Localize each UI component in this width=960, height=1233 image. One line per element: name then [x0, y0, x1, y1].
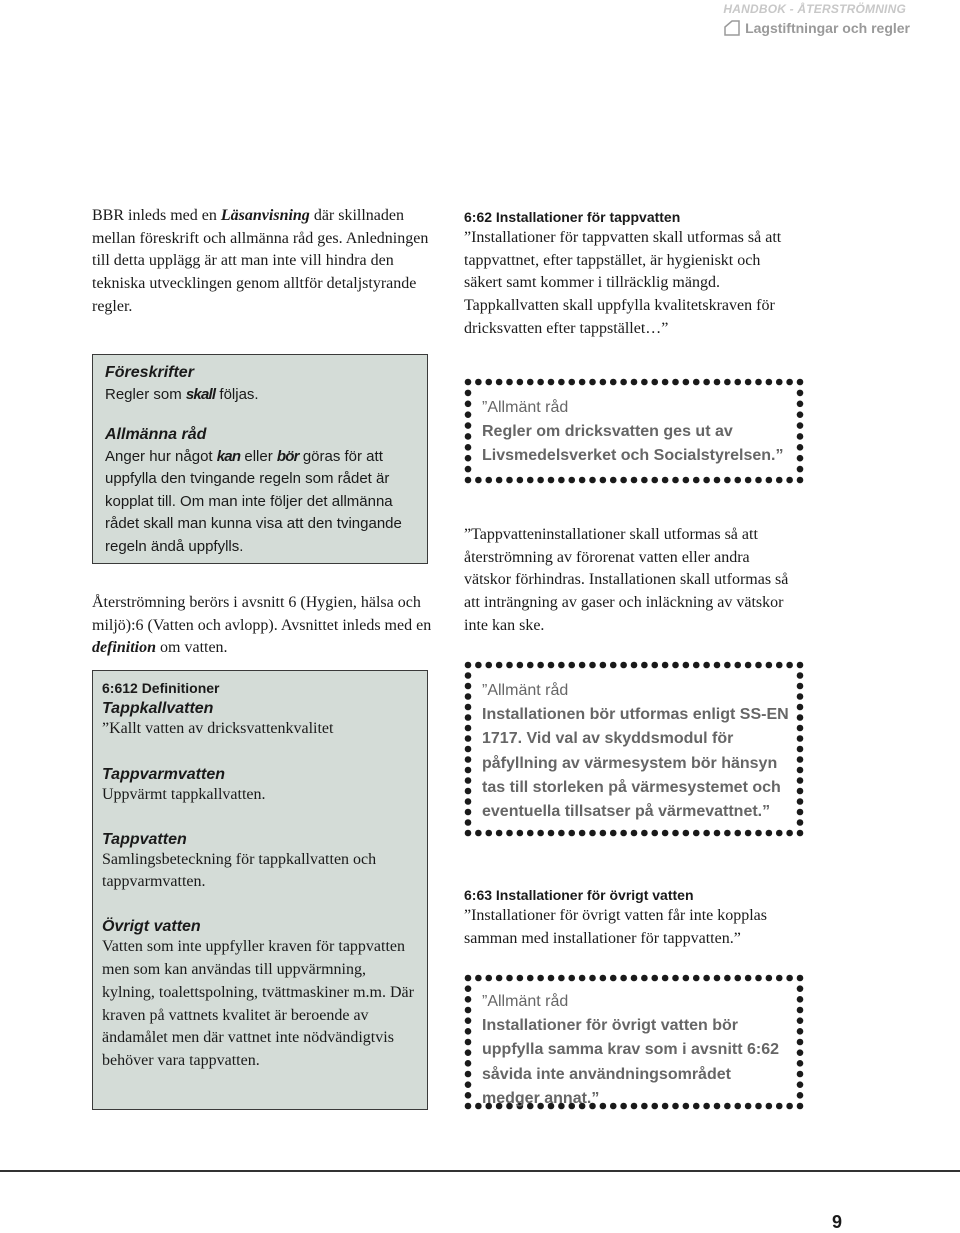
border-dot [662, 975, 669, 982]
footer-rule [0, 1170, 960, 1172]
border-dot [786, 662, 793, 669]
border-dot [724, 379, 731, 386]
border-dot [724, 477, 731, 484]
border-dot [465, 777, 472, 784]
border-dot [548, 379, 555, 386]
border-dot [589, 830, 596, 837]
allmanna-em-bor: bör [276, 447, 299, 465]
border-dot [517, 477, 524, 484]
border-dot [568, 379, 575, 386]
border-dot [517, 379, 524, 386]
advice-3-text: Installationer för övrigt vatten bör uppfylla samma krav som i avsnitt 6:62 såvida inte användningsområdet medger annat.” [482, 1017, 780, 1107]
border-dot [693, 379, 700, 386]
border-dot [797, 830, 804, 837]
border-dot [724, 830, 731, 837]
border-dot [465, 422, 472, 429]
allmanna-mid: eller [240, 447, 277, 465]
border-dot [465, 411, 472, 418]
border-dot [465, 975, 472, 982]
border-dot [766, 975, 773, 982]
border-dot [797, 1092, 804, 1099]
border-dot [527, 379, 534, 386]
border-dot [641, 830, 648, 837]
border-dot [579, 477, 586, 484]
border-dot [641, 477, 648, 484]
border-dot [755, 830, 762, 837]
border-dot [548, 975, 555, 982]
border-dot [786, 379, 793, 386]
border-dot [600, 830, 607, 837]
border-dot [714, 830, 721, 837]
border-dot [786, 975, 793, 982]
border-dot [579, 830, 586, 837]
border-dot [465, 400, 472, 407]
border-dot [589, 379, 596, 386]
border-dot [766, 379, 773, 386]
border-dot [589, 975, 596, 982]
border-dot [755, 662, 762, 669]
border-dot [797, 1071, 804, 1078]
border-dot [734, 379, 741, 386]
foreskrifter-post: följas. [215, 386, 259, 403]
border-dot [485, 662, 492, 669]
border-dot [797, 662, 804, 669]
border-dot [465, 819, 472, 826]
border-dot [465, 704, 472, 711]
intro-paragraph [92, 205, 432, 319]
border-dot [651, 477, 658, 484]
border-dot [797, 704, 804, 711]
border-dot [641, 975, 648, 982]
border-dot [797, 756, 804, 763]
border-dot [797, 767, 804, 774]
border-dot [797, 400, 804, 407]
section-663-text: ”Installationer för övrigt vatten får inte kopplas samman med installationer för tappvatten.” [464, 907, 768, 947]
border-dot [465, 444, 472, 451]
border-dot [797, 455, 804, 462]
border-dot [506, 975, 513, 982]
border-dot [797, 683, 804, 690]
border-dot [537, 477, 544, 484]
border-dot [610, 830, 617, 837]
border-dot [465, 1081, 472, 1088]
border-dot [465, 1028, 472, 1035]
border-dot [527, 830, 534, 837]
border-dot [465, 1060, 472, 1067]
border-dot [714, 477, 721, 484]
border-dot [776, 830, 783, 837]
border-dot [776, 662, 783, 669]
border-dot [465, 996, 472, 1003]
border-dot [558, 830, 565, 837]
aterstromning-emphasis: definition [92, 639, 157, 657]
foreskrifter-em: skall [185, 386, 216, 403]
border-dot [703, 662, 710, 669]
border-dot [465, 788, 472, 795]
advice-2-label: ”Allmänt råd [482, 682, 569, 699]
intro-text-pre: BBR inleds med en [92, 207, 221, 224]
border-dot [797, 422, 804, 429]
border-dot [797, 1060, 804, 1067]
border-dot [734, 662, 741, 669]
border-dot [465, 1017, 472, 1024]
border-dot [651, 379, 658, 386]
border-dot [465, 683, 472, 690]
border-dot [465, 1049, 472, 1056]
definitions-box [92, 670, 428, 1110]
border-dot [517, 662, 524, 669]
border-dot [797, 714, 804, 721]
border-dot [506, 830, 513, 837]
border-dot [485, 975, 492, 982]
border-dot [537, 830, 544, 837]
border-dot [465, 477, 472, 484]
definition-desc: ”Kallt vatten av dricksvattenkvalitet [102, 720, 334, 737]
border-dot [620, 477, 627, 484]
border-dot [568, 975, 575, 982]
page-corner-icon [724, 20, 740, 36]
border-dot [620, 662, 627, 669]
border-dot [745, 975, 752, 982]
border-dot [465, 1007, 472, 1014]
border-dot [465, 672, 472, 679]
border-dot [579, 975, 586, 982]
border-dot [537, 379, 544, 386]
border-dot [610, 662, 617, 669]
border-dot [517, 830, 524, 837]
border-dot [683, 975, 690, 982]
border-dot [631, 477, 638, 484]
border-dot [579, 379, 586, 386]
border-dot [548, 830, 555, 837]
border-dot [548, 477, 555, 484]
border-dot [797, 725, 804, 732]
border-dot [703, 975, 710, 982]
border-dot [797, 477, 804, 484]
border-dot [797, 390, 804, 397]
section-663 [464, 887, 804, 950]
border-dot [797, 1039, 804, 1046]
border-dot [465, 725, 472, 732]
border-dot [693, 830, 700, 837]
border-dot [579, 662, 586, 669]
border-dot [662, 662, 669, 669]
border-dot [506, 379, 513, 386]
border-dot [620, 379, 627, 386]
border-dot [651, 975, 658, 982]
border-dot [465, 809, 472, 816]
border-dot [693, 975, 700, 982]
border-dot [496, 830, 503, 837]
border-dot [475, 975, 482, 982]
border-dot [745, 662, 752, 669]
border-dot [610, 379, 617, 386]
border-dot [475, 830, 482, 837]
border-dot [651, 662, 658, 669]
foreskrifter-heading: Föreskrifter [105, 364, 194, 381]
aterstromning-post: om vatten. [156, 639, 228, 657]
border-dot [537, 975, 544, 982]
border-dot [641, 662, 648, 669]
border-dot [734, 477, 741, 484]
border-dot [465, 830, 472, 837]
border-dot [465, 433, 472, 440]
border-dot [485, 379, 492, 386]
section-663-title: 6:63 Installationer för övrigt vatten [464, 887, 694, 903]
allmanna-post: göras för att uppfylla den tvingande regeln som rådet är kopplat till. Om man inte följer det allmänna rådet skall man kunna visa att den tvingande regeln ändå uppfylls. [105, 447, 402, 555]
border-dot [797, 672, 804, 679]
border-dot [672, 379, 679, 386]
border-dot [672, 830, 679, 837]
border-dot [766, 477, 773, 484]
border-dot [651, 830, 658, 837]
page-number: 9 [831, 1212, 842, 1232]
border-dot [714, 975, 721, 982]
border-dot [797, 379, 804, 386]
border-dot [558, 477, 565, 484]
border-dot [631, 830, 638, 837]
legend-box [92, 354, 428, 564]
border-dot [797, 1081, 804, 1088]
border-dot [465, 455, 472, 462]
border-dot [703, 379, 710, 386]
border-dot [755, 379, 762, 386]
border-dot [465, 1092, 472, 1099]
border-dot [641, 379, 648, 386]
border-dot [786, 830, 793, 837]
border-dot [465, 985, 472, 992]
intro-text-post: där skillnaden mellan föreskrift och allmänna råd ges. Anledningen till detta upplägg är att man inte vill hindra den tekniska utvecklingen genom alltför detaljstyrande regler. [92, 207, 429, 315]
border-dot [517, 975, 524, 982]
border-dot [465, 662, 472, 669]
border-dot [558, 662, 565, 669]
border-dot [734, 830, 741, 837]
border-dot [672, 662, 679, 669]
border-dot [797, 1028, 804, 1035]
border-dot [475, 662, 482, 669]
section-662-title: 6:62 Installationer för tappvatten [464, 209, 681, 225]
border-dot [568, 662, 575, 669]
border-dot [797, 798, 804, 805]
border-dot [465, 756, 472, 763]
intro-emphasis: Läsanvisning [220, 207, 310, 224]
definition-term: Tappkallvatten [102, 700, 214, 717]
advice-box-3 [464, 974, 804, 1110]
border-dot [724, 662, 731, 669]
backflow-paragraph: ”Tappvatteninstallationer skall utformas så att återströmning av förorenat vatten eller andra vätskor förhindras. Installationen skall utformas så att inträngning av gaser och inläckning av vätskor inte kan ske. [464, 526, 789, 634]
border-dot [797, 809, 804, 816]
border-dot [475, 477, 482, 484]
border-dot [734, 975, 741, 982]
border-dot [465, 693, 472, 700]
border-dot [496, 662, 503, 669]
border-dot [527, 662, 534, 669]
advice-box-1 [464, 378, 804, 484]
foreskrifter-pre: Regler som [105, 386, 186, 403]
border-dot [465, 767, 472, 774]
border-dot [683, 830, 690, 837]
advice-3-label: ”Allmänt råd [482, 993, 569, 1010]
running-header-subtitle: Lagstiftningar och regler [745, 20, 910, 36]
border-dot [755, 477, 762, 484]
section-662 [464, 209, 799, 341]
foreskrifter-text [105, 384, 417, 407]
border-dot [620, 830, 627, 837]
border-dot [797, 777, 804, 784]
border-dot [496, 477, 503, 484]
border-dot [724, 975, 731, 982]
border-dot [506, 477, 513, 484]
border-dot [797, 985, 804, 992]
definition-term: Övrigt vatten [102, 918, 201, 936]
border-dot [589, 477, 596, 484]
border-dot [662, 830, 669, 837]
border-dot [797, 411, 804, 418]
border-dot [558, 975, 565, 982]
border-dot [797, 1017, 804, 1024]
advice-1-text: Regler om dricksvatten ges ut av Livsmedelsverket och Socialstyrelsen.” [482, 423, 784, 465]
advice-2-text: Installationen bör utformas enligt SS-EN 1717. Vid val av skyddsmodul för påfyllning av värmesystem bör hänsyn tas till storleken på värmesystemet och eventuella tillsatser på värmevattnet.” [482, 706, 789, 821]
border-dot [714, 662, 721, 669]
border-dot [475, 379, 482, 386]
border-dot [548, 662, 555, 669]
running-header-title: HANDBOK - ÅTERSTRÖMNING [723, 2, 906, 16]
advice-1-label: ”Allmänt råd [482, 399, 569, 416]
definition-term: Tappvatten [102, 830, 187, 848]
definition-desc: Vatten som inte uppfyller kraven för tappvatten men som kan användas till uppvärmning, kylning, toalettspolning, tvättmaskiner m.m. Där kraven på vattnets kvalitet är beroende av ändamålet men där vattnet inte nödvändigtvis behöver vara tappvatten. [102, 938, 414, 1070]
border-dot [797, 1103, 804, 1110]
border-dot [600, 477, 607, 484]
border-dot [714, 379, 721, 386]
border-dot [506, 662, 513, 669]
border-dot [620, 975, 627, 982]
definition-desc: Uppvärmt tappkallvatten. [102, 785, 266, 803]
border-dot [797, 746, 804, 753]
border-dot [600, 662, 607, 669]
border-dot [745, 830, 752, 837]
border-dot [537, 662, 544, 669]
border-dot [797, 788, 804, 795]
border-dot [527, 975, 534, 982]
definition-desc: Samlingsbeteckning för tappkallvatten och tappvarmvatten. [102, 850, 377, 891]
border-dot [683, 379, 690, 386]
border-dot [465, 798, 472, 805]
border-dot [797, 996, 804, 1003]
allmanna-heading: Allmänna råd [105, 425, 207, 443]
border-dot [475, 1103, 482, 1110]
allmanna-em-kan: kan [216, 447, 241, 465]
border-dot [631, 975, 638, 982]
border-dot [766, 662, 773, 669]
border-dot [496, 379, 503, 386]
border-dot [465, 735, 472, 742]
border-dot [496, 975, 503, 982]
border-dot [797, 735, 804, 742]
border-dot [485, 830, 492, 837]
border-dot [672, 975, 679, 982]
running-header-subtitle-row [724, 20, 910, 36]
border-dot [568, 830, 575, 837]
border-dot [693, 477, 700, 484]
border-dot [662, 477, 669, 484]
border-dot [631, 379, 638, 386]
border-dot [610, 477, 617, 484]
aterstromning-pre: Återströmning berörs i avsnitt 6 (Hygien, hälsa och miljö):6 (Vatten och avlopp). Avsnittet inleds med en [92, 594, 432, 634]
border-dot [776, 379, 783, 386]
border-dot [703, 830, 710, 837]
border-dot [465, 466, 472, 473]
border-dot [745, 477, 752, 484]
border-dot [797, 819, 804, 826]
border-dot [631, 662, 638, 669]
allmanna-pre: Anger hur något [105, 447, 217, 465]
border-dot [465, 1103, 472, 1110]
border-dot [755, 975, 762, 982]
border-dot [703, 477, 710, 484]
border-dot [766, 830, 773, 837]
border-dot [527, 477, 534, 484]
border-dot [776, 975, 783, 982]
border-dot [465, 746, 472, 753]
border-dot [465, 379, 472, 386]
border-dot [693, 662, 700, 669]
advice-box-2 [464, 661, 804, 837]
border-dot [465, 1039, 472, 1046]
definitions-title: 6:612 Definitioner [102, 680, 220, 696]
border-dot [672, 477, 679, 484]
border-dot [797, 466, 804, 473]
allmanna-text [105, 446, 417, 559]
border-dot [465, 1071, 472, 1078]
border-dot [683, 477, 690, 484]
border-dot [776, 477, 783, 484]
border-dot [797, 433, 804, 440]
border-dot [465, 390, 472, 397]
border-dot [558, 379, 565, 386]
definition-term: Tappvarmvatten [102, 765, 225, 783]
border-dot [600, 379, 607, 386]
section-662-text: ”Installationer för tappvatten skall utformas så att tappvattnet, efter tappstället, är hygieniskt och säkert samt kommer i tillräcklig mängd. Tappkallvatten skall uppfylla kvalitetskraven för dricksvatten efter tappstället…” [464, 229, 782, 337]
border-dot [568, 477, 575, 484]
border-dot [485, 477, 492, 484]
border-dot [797, 1049, 804, 1056]
border-dot [610, 975, 617, 982]
border-dot [797, 693, 804, 700]
border-dot [589, 662, 596, 669]
border-dot [600, 975, 607, 982]
border-dot [786, 477, 793, 484]
border-dot [745, 379, 752, 386]
border-dot [797, 444, 804, 451]
border-dot [683, 662, 690, 669]
border-dot [662, 379, 669, 386]
border-dot [797, 1007, 804, 1014]
aterstromning-paragraph [92, 592, 432, 660]
border-dot [797, 975, 804, 982]
border-dot [465, 714, 472, 721]
